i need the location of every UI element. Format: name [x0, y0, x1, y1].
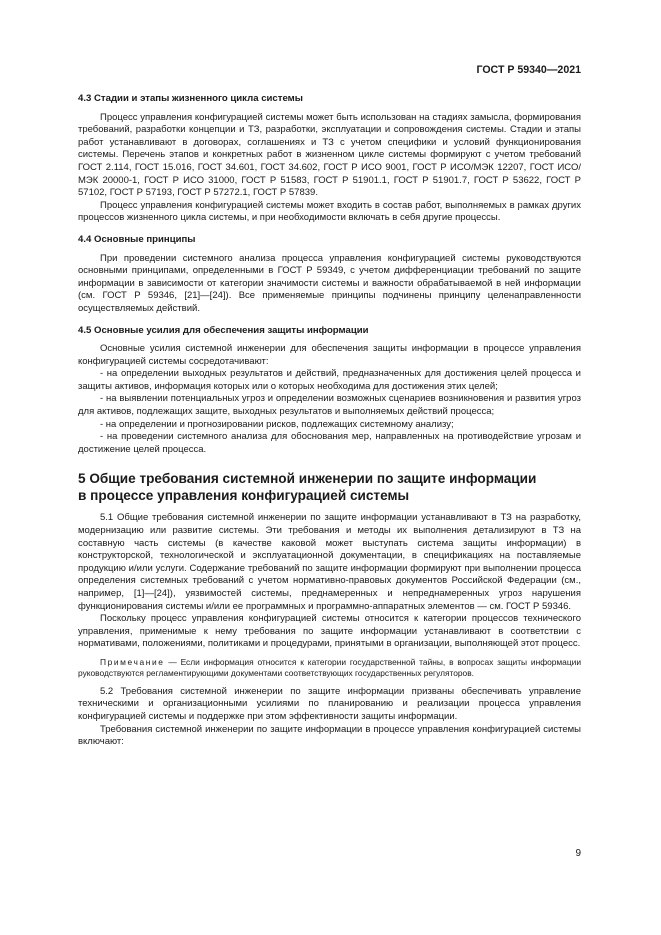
list-item: - на определении выходных результатов и действий, предназначенных для достижения целей процесса и защиты активов, информация которых или о которых необходима для достижения этих целей;: [78, 368, 581, 392]
section-5-heading: [78, 471, 581, 504]
paragraph: Поскольку процесс управления конфигурацией системы относится к категории процессов технического управления, применимые к нему требования по защите информации устанавливают в соответствии с нормативами, положениями, политиками и процедурами, принятыми в организации, выполняющей этот процесс.: [78, 613, 581, 650]
document-body: [78, 93, 581, 749]
section-4-4-heading: 4.4 Основные принципы: [78, 233, 196, 245]
document-id: ГОСТ Р 59340—2021: [476, 64, 581, 76]
list-item: - на выявлении потенциальных угроз и определении возможных сценариев возникновения и развития угроз для активов, подлежащих защите, выходных результатов и выполняемых действий процесса;: [78, 393, 581, 418]
paragraph: 5.2 Требования системной инженерии по защите информации призваны обеспечивать управление техническими и организационными усилиями по планированию и реализации процесса управления конфигурацией системы и поддержке при этом эффективности защиты информации.: [78, 685, 581, 722]
paragraph: Процесс управления конфигурацией системы может входить в состав работ, выполняемых в рамках других процессов жизненного цикла системы, и при необходимости включать в себя другие процессы.: [78, 199, 581, 224]
page-number: 9: [575, 848, 581, 859]
paragraph: Требования системной инженерии по защите информации в процессе управления конфигурацией системы включают:: [78, 723, 581, 748]
note: [78, 657, 581, 680]
note-text: — Если информация относится к категории государственной тайны, в вопросах защиты информации руководствуются регламентирующими документами соответствующих государственных регуляторов.: [78, 656, 581, 679]
paragraph: Основные усилия системной инженерии для обеспечения защиты информации в процессе управления конфигурацией системы сосредотачивают:: [78, 343, 581, 367]
paragraph: 5.1 Общие требования системной инженерии по защите информации устанавливают в ТЗ на разработку, модернизацию или развитие системы. Эти требования и методы их выполнения детализируют в ТЗ на составную часть системы (в качестве каковой может выступать система защиты информации) в конструкторской, технологической и эксплуатационной документации, в спецификациях на поставляемые продукцию и/или услуги. Содержание требований по защите информации формируют при выполнении процесса определения системных требований с учетом нормативно-правовых документов Российской Федерации (см., например, [1]—[24]), уязвимостей системы, преднамеренных и непреднамеренных угроз нарушения функционирования системы и/или ее программных и программно-аппаратных элементов — см. ГОСТ Р 59346.: [78, 512, 581, 612]
paragraph: Процесс управления конфигурацией системы может быть использован на стадиях замысла, формирования требований, разработки концепции и ТЗ, разработки, эксплуатации и сопровождения системы. Стадии и этапы работ устанавливают в договорах, соглашениях и ТЗ с учетом специфики и условий функционирования системы. Перечень этапов и конкретных работ в жизненном цикле системы формируют с учетом требований ГОСТ 2.114, ГОСТ 15.016, ГОСТ 34.601, ГОСТ 34.602, ГОСТ Р ИСО 9001, ГОСТ Р ИСО/МЭК 12207, ГОСТ ИСО/МЭК 20000-1, ГОСТ Р ИСО 31000, ГОСТ Р 51583, ГОСТ Р 51901.1, ГОСТ Р 51901.7, ГОСТ Р 53622, ГОСТ Р 57102, ГОСТ Р 57193, ГОСТ Р 57272.1, ГОСТ Р 57839.: [78, 111, 581, 199]
paragraph: При проведении системного анализа процесса управления конфигурацией системы руководствуются основными принципами, определенными в ГОСТ Р 59349, с учетом дифференциации требований по защите информации в зависимости от категории значимости системы и важности обрабатываемой в ней информации (см. ГОСТ Р 59346, [21]—[24]). Все применяемые принципы подчинены принципу целенаправленности осуществляемых действий.: [78, 252, 581, 314]
section-5-heading-line-2: в процессе управления конфигурацией системы: [78, 487, 410, 503]
section-4-3-heading: 4.3 Стадии и этапы жизненного цикла системы: [78, 93, 303, 104]
section-5-heading-line-1: 5 Общие требования системной инженерии по защите информации: [78, 471, 537, 487]
list-item: - на определении и прогнозировании рисков, подлежащих системному анализу;: [100, 418, 454, 430]
note-label: Примечание: [100, 656, 165, 667]
list-item: - на проведении системного анализа для обоснования мер, направленных на противодействие угрозам и достижение целей процесса.: [78, 431, 581, 455]
section-4-5-heading: 4.5 Основные усилия для обеспечения защиты информации: [78, 324, 369, 336]
